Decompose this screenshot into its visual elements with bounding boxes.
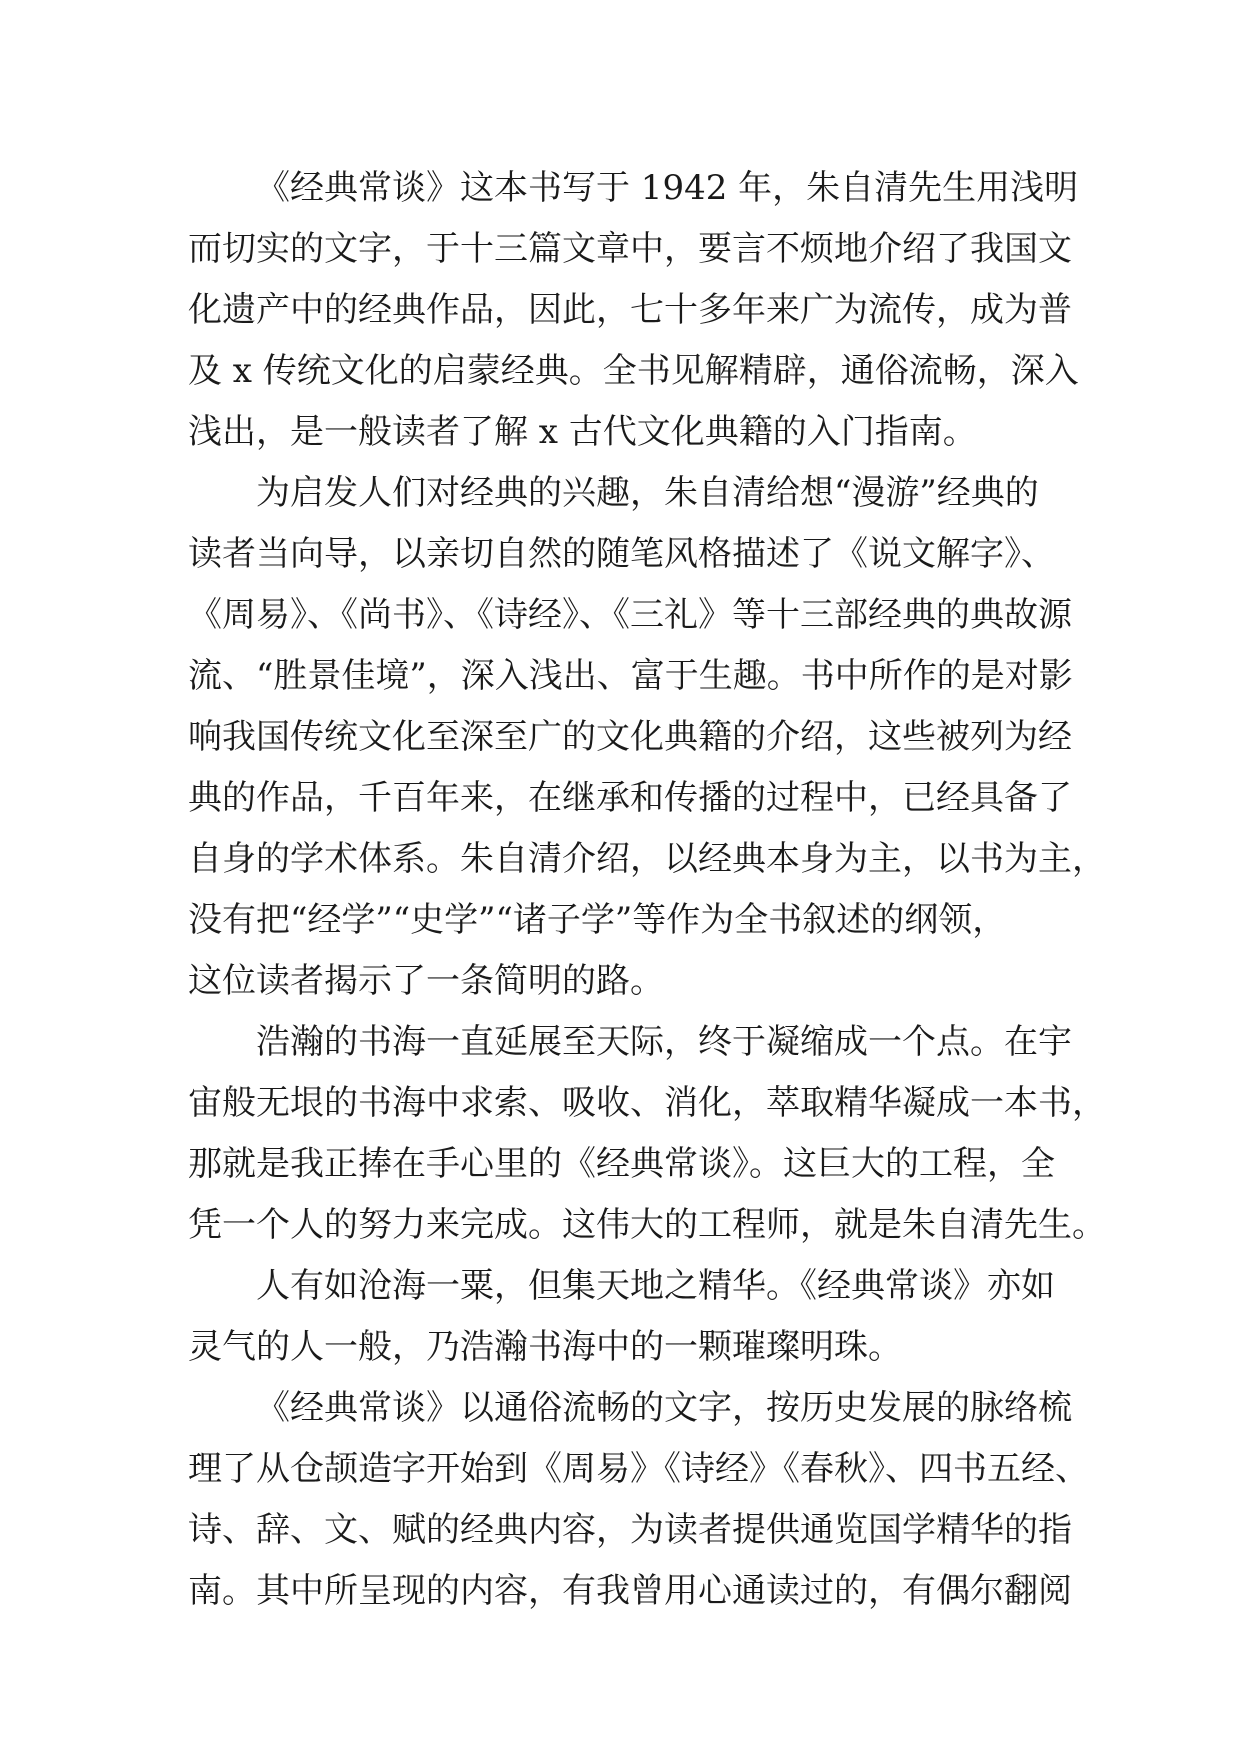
text-line: 《经典常谈》这本书写于 1942 年，朱自清先生用浅明 (256, 168, 1079, 208)
text-line: 读者当向导，以亲切自然的随笔风格描述了《说文解字》、 (188, 534, 1055, 574)
text-line: 《周易》、《尚书》、《诗经》、《三礼》等十三部经典的典故源 (188, 595, 1072, 635)
text-line: 而切实的文字，于十三篇文章中，要言不烦地介绍了我国文 (188, 229, 1072, 269)
paragraph-4 (188, 1256, 1068, 1378)
paragraph-2 (188, 463, 1106, 1012)
text-line: 《经典常谈》以通俗流畅的文字，按历史发展的脉络梳 (256, 1388, 1072, 1428)
text-line: 那就是我正捧在手心里的《经典常谈》。这巨大的工程，全 (188, 1144, 1055, 1184)
text-line: 人有如沧海一粟，但集天地之精华。《经典常谈》亦如 (256, 1266, 1055, 1306)
paragraph-5 (188, 1378, 1089, 1622)
text-line: 浩瀚的书海一直延展至天际，终于凝缩成一个点。在宇 (256, 1022, 1072, 1062)
text-line: 浅出，是一般读者了解 x 古代文化典籍的入门指南。 (188, 412, 977, 452)
text-line: 凭一个人的努力来完成。这伟大的工程师，就是朱自清先生。 (188, 1205, 1106, 1245)
text-line: 及 x 传统文化的启蒙经典。全书见解精辟，通俗流畅，深入 (188, 351, 1079, 391)
text-line: 理了从仓颉造字开始到《周易》《诗经》《春秋》、四书五经、 (188, 1449, 1089, 1489)
text-line: 自身的学术体系。朱自清介绍，以经典本身为主，以书为主， (188, 839, 1106, 879)
text-line: 没有把“经学”“史学”“诸子学”等作为全书叙述的纲领， (188, 900, 1007, 940)
paragraph-3 (188, 1012, 1106, 1256)
text-line: 为启发人们对经典的兴趣，朱自清给想“漫游”经典的 (256, 473, 1039, 513)
text-line: 诗、辞、文、赋的经典内容，为读者提供通览国学精华的指 (188, 1510, 1072, 1550)
text-line: 响我国传统文化至深至广的文化典籍的介绍，这些被列为经 (188, 717, 1072, 757)
text-line: 南。其中所呈现的内容，有我曾用心通读过的，有偶尔翻阅 (188, 1571, 1072, 1611)
text-line: 宙般无垠的书海中求索、吸收、消化，萃取精华凝成一本书， (188, 1083, 1106, 1123)
paragraph-1 (188, 158, 1079, 463)
body-text (188, 158, 1106, 1622)
text-line: 灵气的人一般，乃浩瀚书海中的一颗璀璨明珠。 (188, 1327, 902, 1367)
text-line: 流、“胜景佳境”，深入浅出、富于生趣。书中所作的是对影 (188, 656, 1073, 696)
text-line: 化遗产中的经典作品，因此，七十多年来广为流传，成为普 (188, 290, 1072, 330)
text-line: 这位读者揭示了一条简明的路。 (188, 961, 664, 1001)
text-line: 典的作品，千百年来，在继承和传播的过程中，已经具备了 (188, 778, 1072, 818)
